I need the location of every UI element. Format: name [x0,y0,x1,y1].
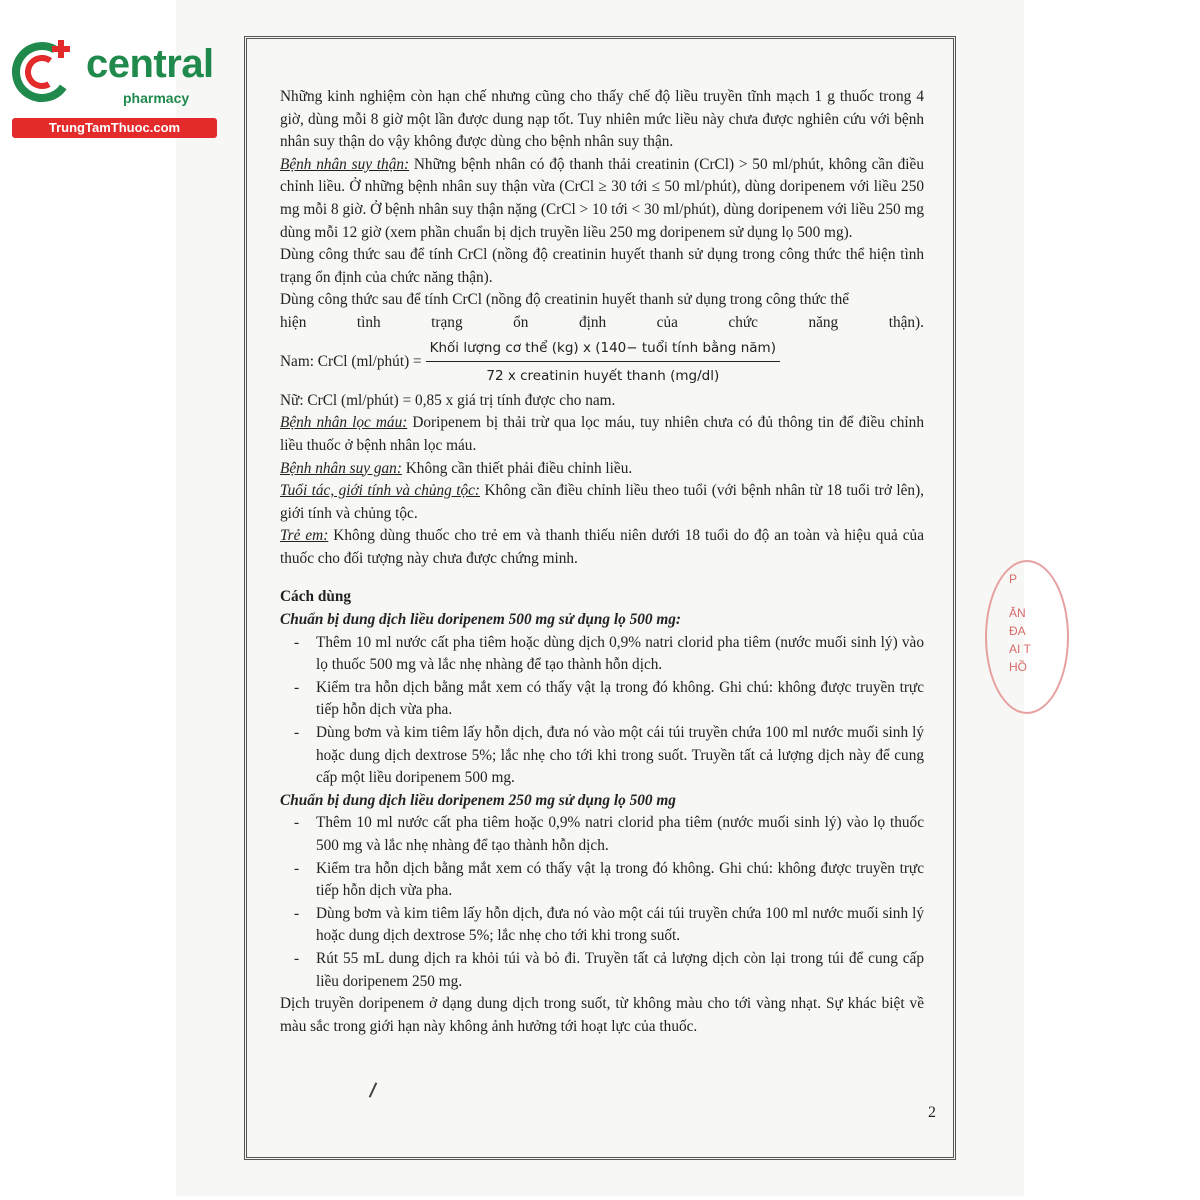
dialysis-text: Doripenem bị thải trừ qua lọc máu, tuy nhiên chưa có đủ thông tin để điều chỉnh liều thuốc ở bệnh nhân lọc máu. [280,414,924,454]
children-paragraph [280,525,924,570]
word: của [656,313,678,331]
logo-name: central [86,42,214,86]
age-paragraph [280,480,924,525]
formula-intro-2-spread [280,312,924,335]
word: hiện [280,313,307,331]
list-item [280,812,924,857]
stamp-text: HỒ [1009,660,1027,674]
word: trạng [431,313,463,331]
crcl-formula [280,337,924,388]
word: định [578,313,607,331]
prep250-title: Chuẩn bị dung dịch liều doripenem 250 mg sử dụng lọ 500 mg [280,791,676,809]
list-item [280,858,924,903]
stamp-text: ĐA [1009,624,1026,638]
list-dash: - [294,949,300,967]
formula-intro-2: Dùng công thức sau để tính CrCl (nồng độ creatinin huyết thanh sử dụng trong công thức thể [280,291,850,309]
age-label: Tuổi tác, giới tính và chủng tộc: [280,482,481,500]
hepatic-text: Không cần thiết phải điều chỉnh liều. [401,459,633,477]
intro-paragraph: Những kinh nghiệm còn hạn chế nhưng cũng cho thấy chế độ liều truyền tĩnh mạch 1 g thuốc trong 4 giờ, dùng mỗi 8 giờ một lần được dung nạp tốt. Tuy nhiên mức liều này chưa được nghiên cứu với bệnh nhân suy thận do vậy không được dùng cho bệnh nhân suy thận. [280,88,924,151]
list-item [280,903,924,948]
dialysis-label: Bệnh nhân lọc máu: [280,414,408,432]
hepatic-paragraph [280,458,924,481]
red-stamp [985,560,1069,714]
dialysis-paragraph [280,412,924,457]
central-pharmacy-logo [8,36,223,140]
formula-female: Nữ: CrCl (ml/phút) = 0,85 x giá trị tính được cho nam. [280,391,616,409]
list-item-text: Dùng bơm và kim tiêm lấy hỗn dịch, đưa nó vào một cái túi truyền chứa 100 ml nước muối sinh lý hoặc dung dịch dextrose 5%; lắc nhẹ cho tới khi trong suốt. Truyền tất cả lượng dịch này để cung cấp một liều doripenem 500 mg. [316,724,924,787]
list-item [280,677,924,722]
prep500-title: Chuẩn bị dung dịch liều doripenem 500 mg sử dụng lọ 500 mg: [280,611,682,629]
list-dash: - [294,633,300,651]
usage-heading: Cách dùng [280,588,351,606]
list-dash: - [294,678,300,696]
pharmacy-logo-icon [8,36,78,106]
list-item-text: Rút 55 mL dung dịch ra khỏi túi và bỏ đi. Truyền tất cả lượng dịch còn lại trong túi để cung cấp liều doripenem 250 mg. [316,949,924,990]
list-dash: - [294,904,300,922]
logo-website: TrungTamThuoc.com [12,118,217,138]
word: năng [808,313,839,331]
word: chức [728,313,758,331]
renal-text: Những bệnh nhân có độ thanh thải creatinin (CrCl) > 50 ml/phút, không cần điều chỉnh liều. Ở những bệnh nhân suy thận vừa (CrCl ≥ 30 tới ≤ 50 ml/phút), dùng doripenem với liều 250 mg mỗi 8 giờ. Ở bệnh nhân suy thận nặng (CrCl > 10 tới < 30 ml/phút), dùng doripenem với liều 250 mg dùng mỗi 12 giờ (xem phần chuẩn bị dịch truyền liều 250 mg doripenem sử dụng lọ 500 mg). [280,155,924,241]
list-item-text: Kiểm tra hỗn dịch bằng mắt xem có thấy vật lạ trong đó không. Ghi chú: không được truyền trực tiếp hỗn dịch vừa pha. [316,678,924,719]
hepatic-label: Bệnh nhân suy gan: [280,459,402,477]
list-item-text: Dùng bơm và kim tiêm lấy hỗn dịch, đưa nó vào một cái túi truyền chứa 100 ml nước muối sinh lý hoặc dung dịch dextrose 5%; lắc nhẹ cho tới khi trong suốt. [316,904,924,945]
closing-paragraph: Dịch truyền doripenem ở dạng dung dịch trong suốt, từ không màu cho tới vàng nhạt. Sự khác biệt về màu sắc trong giới hạn này không ảnh hưởng tới hoạt lực của thuốc. [280,995,924,1035]
list-item-text: Kiểm tra hỗn dịch bằng mắt xem có thấy vật lạ trong đó không. Ghi chú: không được truyền trực tiếp hỗn dịch vừa pha. [316,859,924,900]
list-dash: - [294,814,300,832]
list-item-text: Thêm 10 ml nước cất pha tiêm hoặc 0,9% natri clorid pha tiêm (nước muối sinh lý) vào lọ thuốc 500 mg và lắc nhẹ nhàng để tạo thành hỗn dịch. [316,814,924,854]
formula-male-label: Nam: CrCl (ml/phút) = [280,352,422,370]
word: ổn [513,313,529,331]
list-item [280,632,924,677]
formula-denominator: 72 x creatinin huyết thanh (mg/dl) [486,368,720,385]
formula-fraction [426,337,780,388]
formula-intro-1: Dùng công thức sau để tính CrCl (nồng độ creatinin huyết thanh sử dụng trong công thức thể hiện tình trạng ổn định của chức năng thận). [280,246,924,286]
list-dash: - [294,724,300,742]
page-number: 2 [928,1104,936,1121]
children-label: Trẻ em: [280,527,329,545]
word: thận). [888,313,924,331]
renal-label: Bệnh nhân suy thận: [280,155,410,173]
list-dash: - [294,859,300,877]
logo-subtitle: pharmacy [123,90,190,106]
stamp-text: AI T [1009,642,1031,656]
stamp-text: P [1009,572,1018,586]
list-item-text: Thêm 10 ml nước cất pha tiêm hoặc dùng dịch 0,9% natri clorid pha tiêm (nước muối sinh lý) vào lọ thuốc 500 mg và lắc nhẹ nhàng để tạo thành hỗn dịch. [316,633,924,674]
formula-numerator: Khối lượng cơ thể (kg) x (140− tuổi tính bằng năm) [426,337,780,363]
age-text: Không cần điều chỉnh liều theo tuổi (với bệnh nhân từ 18 tuổi trở lên), giới tính và chủng tộc. [280,482,924,522]
list-item [280,948,924,993]
stamp-text: ĂN [1009,606,1026,620]
document-body [280,86,924,1038]
children-text: Không dùng thuốc cho trẻ em và thanh thiếu niên dưới 18 tuổi do độ an toàn và hiệu quả của thuốc cho đối tượng này chưa được chứng minh. [280,527,924,567]
renal-paragraph [280,154,924,244]
list-item [280,722,924,790]
word: tình [356,313,381,331]
